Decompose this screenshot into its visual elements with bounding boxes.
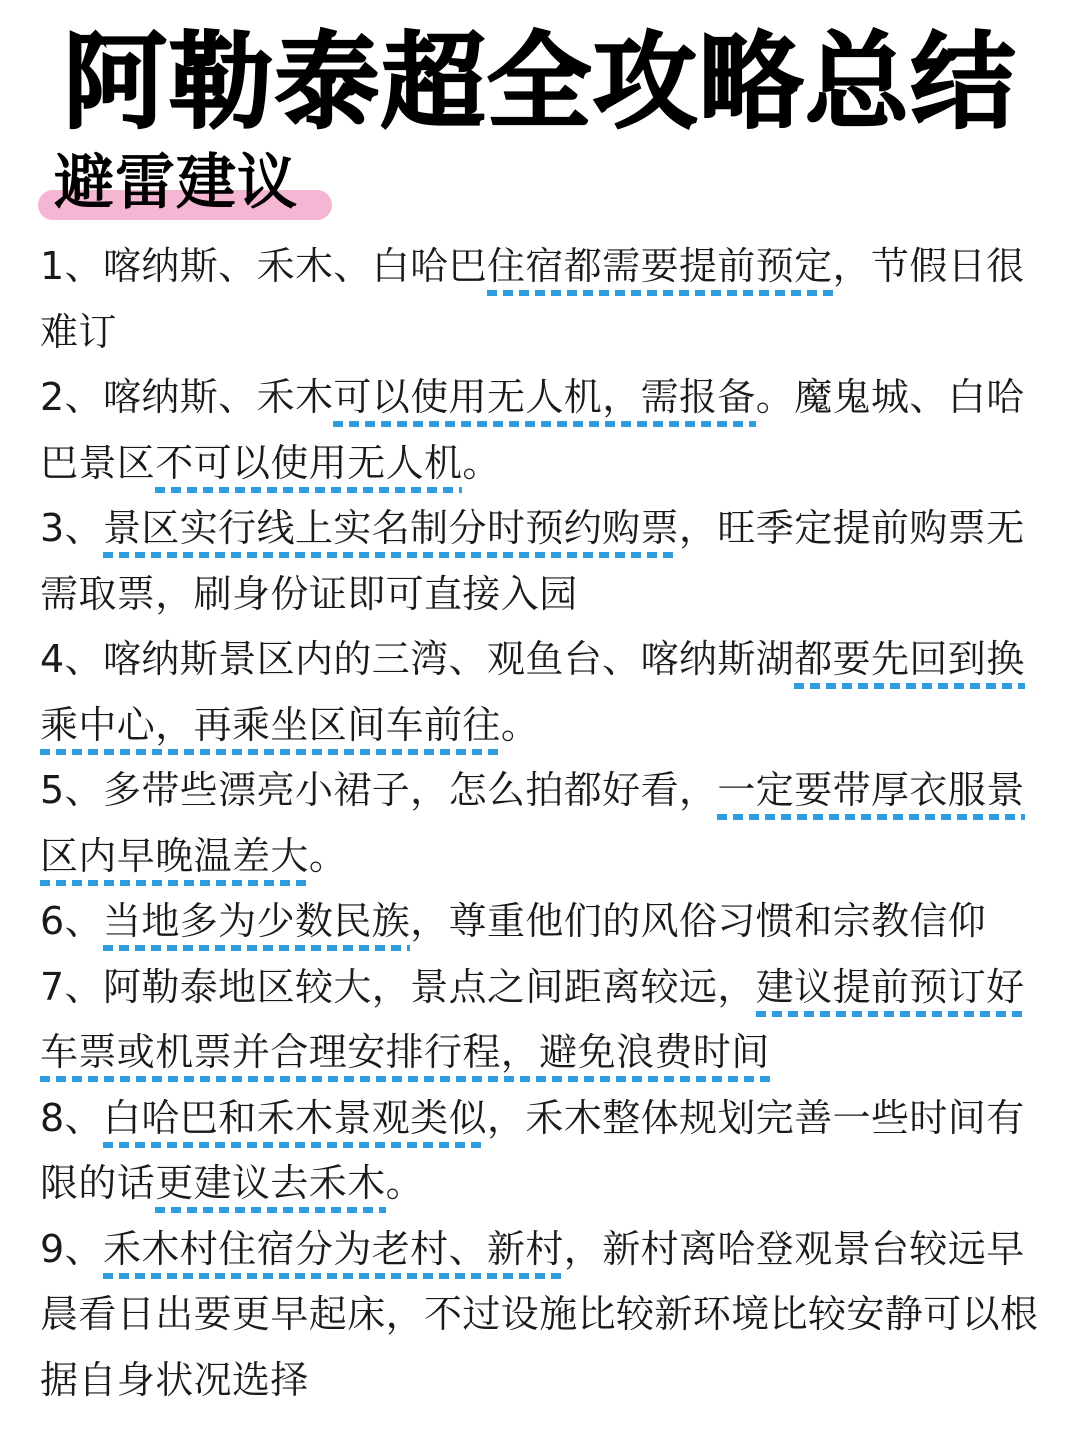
tip-highlight: 景区实行线上实名制分时预约购票 [103,506,679,558]
tip-text: 1、喀纳斯、禾木、白哈巴 [40,244,487,288]
tip-item-6 [40,889,1040,955]
tip-item-4 [40,627,1040,758]
tips-list [40,234,1040,1413]
tip-text: 。 [500,702,540,747]
tip-text: 4、喀纳斯景区内的三湾、观鱼台、喀纳斯湖 [40,637,795,681]
tip-item-2 [40,365,1040,496]
tip-text: 。魔鬼城、白哈巴景区 [40,375,1025,485]
tip-text: 5、多带些漂亮小裙子，怎么拍都好看， [40,768,718,812]
tip-highlight: 更建议去禾木 [155,1161,385,1213]
tip-text: ，尊重他们的风俗习惯和宗教信仰 [410,899,987,943]
tip-item-1 [40,234,1040,365]
tip-highlight: 都要先回到换乘中心，再乘坐区间车前往 [40,637,1025,755]
page-title: 阿勒泰超全攻略总结 [62,21,1017,143]
tip-highlight: 建议提前预订好车票或机票并合理安排行程，避免浪费时间 [40,965,1025,1083]
tip-text: 2、喀纳斯、禾木 [40,375,334,419]
tip-highlight: 住宿都需要提前预定 [487,244,833,296]
tip-item-9 [40,1217,1040,1414]
tip-item-8 [40,1086,1040,1217]
tip-text: ，节假日很难订 [40,244,1025,354]
tip-text: 9、 [40,1226,103,1271]
tip-text: 。 [308,833,348,878]
tip-highlight: 当地多为少数民族 [103,899,410,951]
tip-item-5 [40,758,1040,889]
tip-text: 6、 [40,899,103,943]
tip-text: 7、阿勒泰地区较大，景点之间距离较远， [40,964,756,1009]
section-tag [38,148,298,224]
tip-text: 。 [385,1161,425,1205]
tip-text: 。 [462,440,501,485]
tip-highlight: 可以使用无人机，需报备 [333,375,755,427]
tip-highlight: 禾木村住宿分为老村、新村 [103,1227,564,1279]
tip-item-7 [40,955,1040,1086]
tip-text: ，新村离哈登观景台较远早晨看日出要更早起床，不过设施比较新环境比较安静可以根据自身状况选择 [40,1226,1039,1402]
tip-highlight: 一定要带厚衣服景区内早晚温差大 [40,768,1025,886]
tip-text: ，旺季定提前购票无需取票，刷身份证即可直接入园 [40,506,1025,616]
tip-text: 8、 [40,1095,103,1140]
tip-text: ，禾木整体规划完善一些时间有限的话 [40,1095,1025,1205]
section-heading: 避雷建议 [54,148,298,218]
tip-text: 3、 [40,506,103,550]
tip-item-3 [40,496,1040,627]
tip-highlight: 不可以使用无人机 [155,441,462,493]
tip-highlight: 白哈巴和禾木景观类似 [103,1096,487,1148]
